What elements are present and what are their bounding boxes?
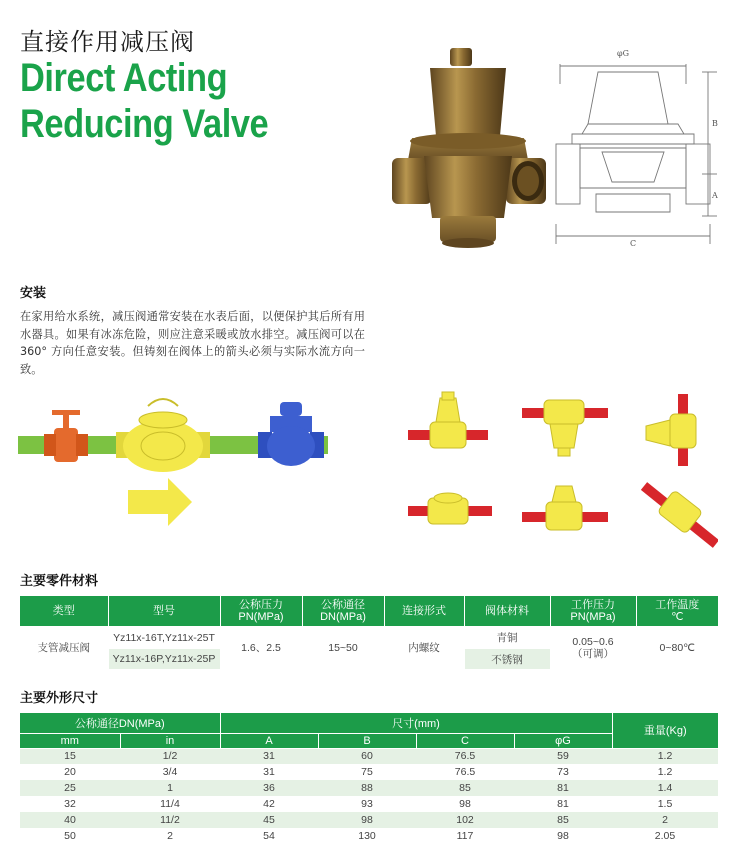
mat-type: 支管减压阀 bbox=[20, 626, 108, 669]
title-en-line2: Reducing Valve bbox=[20, 102, 269, 146]
label-C: C bbox=[629, 239, 637, 248]
dimensions-table-body bbox=[20, 748, 718, 844]
valve-photo bbox=[388, 46, 548, 261]
cell-dim-b: 98 bbox=[318, 812, 416, 828]
gate-valve-icon bbox=[44, 410, 88, 462]
cell-dn-in: 11/2 bbox=[120, 812, 220, 828]
cell-dn-mm: 40 bbox=[20, 812, 120, 828]
cell-dn-mm: 32 bbox=[20, 796, 120, 812]
table-row bbox=[20, 748, 718, 764]
cell-weight: 1.2 bbox=[612, 748, 718, 764]
dim-header-size: 尺寸(mm) bbox=[220, 713, 612, 733]
materials-table bbox=[20, 596, 718, 669]
cell-dim-c: 76.5 bbox=[416, 764, 514, 780]
mat-pressure: 1.6、2.5 bbox=[220, 626, 302, 669]
cell-dim-g: 81 bbox=[514, 796, 612, 812]
dim-header-G: φG bbox=[514, 733, 612, 748]
cell-dim-c: 76.5 bbox=[416, 748, 514, 764]
cell-weight: 1.4 bbox=[612, 780, 718, 796]
cell-dim-a: 36 bbox=[220, 780, 318, 796]
cell-dn-mm: 15 bbox=[20, 748, 120, 764]
orientation-horizontal-up bbox=[408, 392, 488, 448]
reducing-valve-icon bbox=[258, 402, 324, 466]
cell-dim-a: 54 bbox=[220, 828, 318, 844]
cell-dim-c: 102 bbox=[416, 812, 514, 828]
orientation-vertical-side bbox=[646, 394, 696, 466]
water-meter-icon bbox=[116, 399, 210, 472]
cell-dn-mm: 20 bbox=[20, 764, 120, 780]
table-row bbox=[20, 812, 718, 828]
cell-dim-b: 93 bbox=[318, 796, 416, 812]
cell-dim-a: 45 bbox=[220, 812, 318, 828]
cell-dim-a: 31 bbox=[220, 748, 318, 764]
cell-dim-a: 31 bbox=[220, 764, 318, 780]
cell-dim-b: 75 bbox=[318, 764, 416, 780]
cell-dn-in: 2 bbox=[120, 828, 220, 844]
mat-header-connection: 连接形式 bbox=[384, 596, 464, 626]
dim-header-B: B bbox=[318, 733, 416, 748]
install-orientations-illustration bbox=[400, 386, 718, 548]
install-heading: 安装 bbox=[20, 286, 47, 301]
cell-dim-g: 73 bbox=[514, 764, 612, 780]
cell-dn-mm: 50 bbox=[20, 828, 120, 844]
mat-work-pressure: 0.05~0.6 （可调） bbox=[550, 626, 636, 669]
cell-dim-a: 42 bbox=[220, 796, 318, 812]
orientation-horizontal-top bbox=[522, 486, 608, 530]
install-text: 在家用给水系统，减压阀通常安装在水表后面，以便保护其后所有用水器具。如果有冰冻危险，则应注意采暖或放水排空。减压阀可以在360° 方向任意安装。但铸刻在阀体上的箭头必须与实际水流方向一致。 bbox=[20, 310, 365, 376]
label-phiG: φG bbox=[617, 49, 629, 58]
cell-dim-b: 88 bbox=[318, 780, 416, 796]
cell-dim-c: 85 bbox=[416, 780, 514, 796]
flow-arrow-icon bbox=[128, 478, 192, 526]
mat-dn: 15~50 bbox=[302, 626, 384, 669]
cell-dn-in: 1/2 bbox=[120, 748, 220, 764]
dimension-drawing bbox=[552, 44, 722, 264]
dimensions-table bbox=[20, 713, 718, 844]
cell-dim-c: 98 bbox=[416, 796, 514, 812]
cell-weight: 1.2 bbox=[612, 764, 718, 780]
dim-header-in: in bbox=[120, 733, 220, 748]
mat-connection: 内螺纹 bbox=[384, 626, 464, 669]
cell-dim-g: 85 bbox=[514, 812, 612, 828]
cell-dn-in: 1 bbox=[120, 780, 220, 796]
mat-header-body: 阀体材料 bbox=[464, 596, 550, 626]
label-A: A bbox=[712, 191, 718, 200]
cell-dim-g: 98 bbox=[514, 828, 612, 844]
mat-header-work-temp: 工作温度 ℃ bbox=[636, 596, 718, 626]
mat-model-2: Yz11x-16P,Yz11x-25P bbox=[108, 649, 220, 669]
table-row bbox=[20, 828, 718, 844]
dim-header-dn: 公称通径DN(MPa) bbox=[20, 713, 220, 733]
table-row bbox=[20, 764, 718, 780]
dim-header-A: A bbox=[220, 733, 318, 748]
cell-dim-g: 59 bbox=[514, 748, 612, 764]
cell-weight: 2.05 bbox=[612, 828, 718, 844]
dim-header-mm: mm bbox=[20, 733, 120, 748]
mat-header-work-pressure: 工作压力 PN(MPa) bbox=[550, 596, 636, 626]
orientation-horizontal-down bbox=[522, 400, 608, 456]
mat-work-temp: 0~80℃ bbox=[636, 626, 718, 669]
cell-dn-mm: 25 bbox=[20, 780, 120, 796]
mat-header-dn: 公称通径 DN(MPa) bbox=[302, 596, 384, 626]
mat-model-1: Yz11x-16T,Yz11x-25T bbox=[108, 626, 220, 649]
orientation-diagonal bbox=[644, 486, 716, 544]
page-title-cn: 直接作用减压阀 bbox=[20, 28, 195, 56]
cell-dn-in: 11/4 bbox=[120, 796, 220, 812]
mat-body-2: 不锈钢 bbox=[464, 649, 550, 669]
cell-dim-b: 60 bbox=[318, 748, 416, 764]
dimensions-heading: 主要外形尺寸 bbox=[20, 691, 99, 706]
page-title-en bbox=[20, 55, 268, 147]
materials-heading: 主要零件材料 bbox=[20, 574, 99, 589]
cell-dim-c: 117 bbox=[416, 828, 514, 844]
title-en-line1: Direct Acting bbox=[20, 56, 228, 100]
install-pipeline-illustration bbox=[18, 390, 338, 530]
label-B: B bbox=[712, 119, 718, 128]
mat-header-model: 型号 bbox=[108, 596, 220, 626]
orientation-horizontal-flat bbox=[408, 493, 492, 524]
mat-header-type: 类型 bbox=[20, 596, 108, 626]
cell-weight: 1.5 bbox=[612, 796, 718, 812]
cell-dim-g: 81 bbox=[514, 780, 612, 796]
table-row bbox=[20, 796, 718, 812]
cell-dim-b: 130 bbox=[318, 828, 416, 844]
dim-header-C: C bbox=[416, 733, 514, 748]
cell-dn-in: 3/4 bbox=[120, 764, 220, 780]
dim-header-weight: 重量(Kg) bbox=[612, 713, 718, 748]
mat-body-1: 青铜 bbox=[464, 626, 550, 649]
cell-weight: 2 bbox=[612, 812, 718, 828]
mat-header-pressure: 公称压力 PN(MPa) bbox=[220, 596, 302, 626]
table-row bbox=[20, 780, 718, 796]
